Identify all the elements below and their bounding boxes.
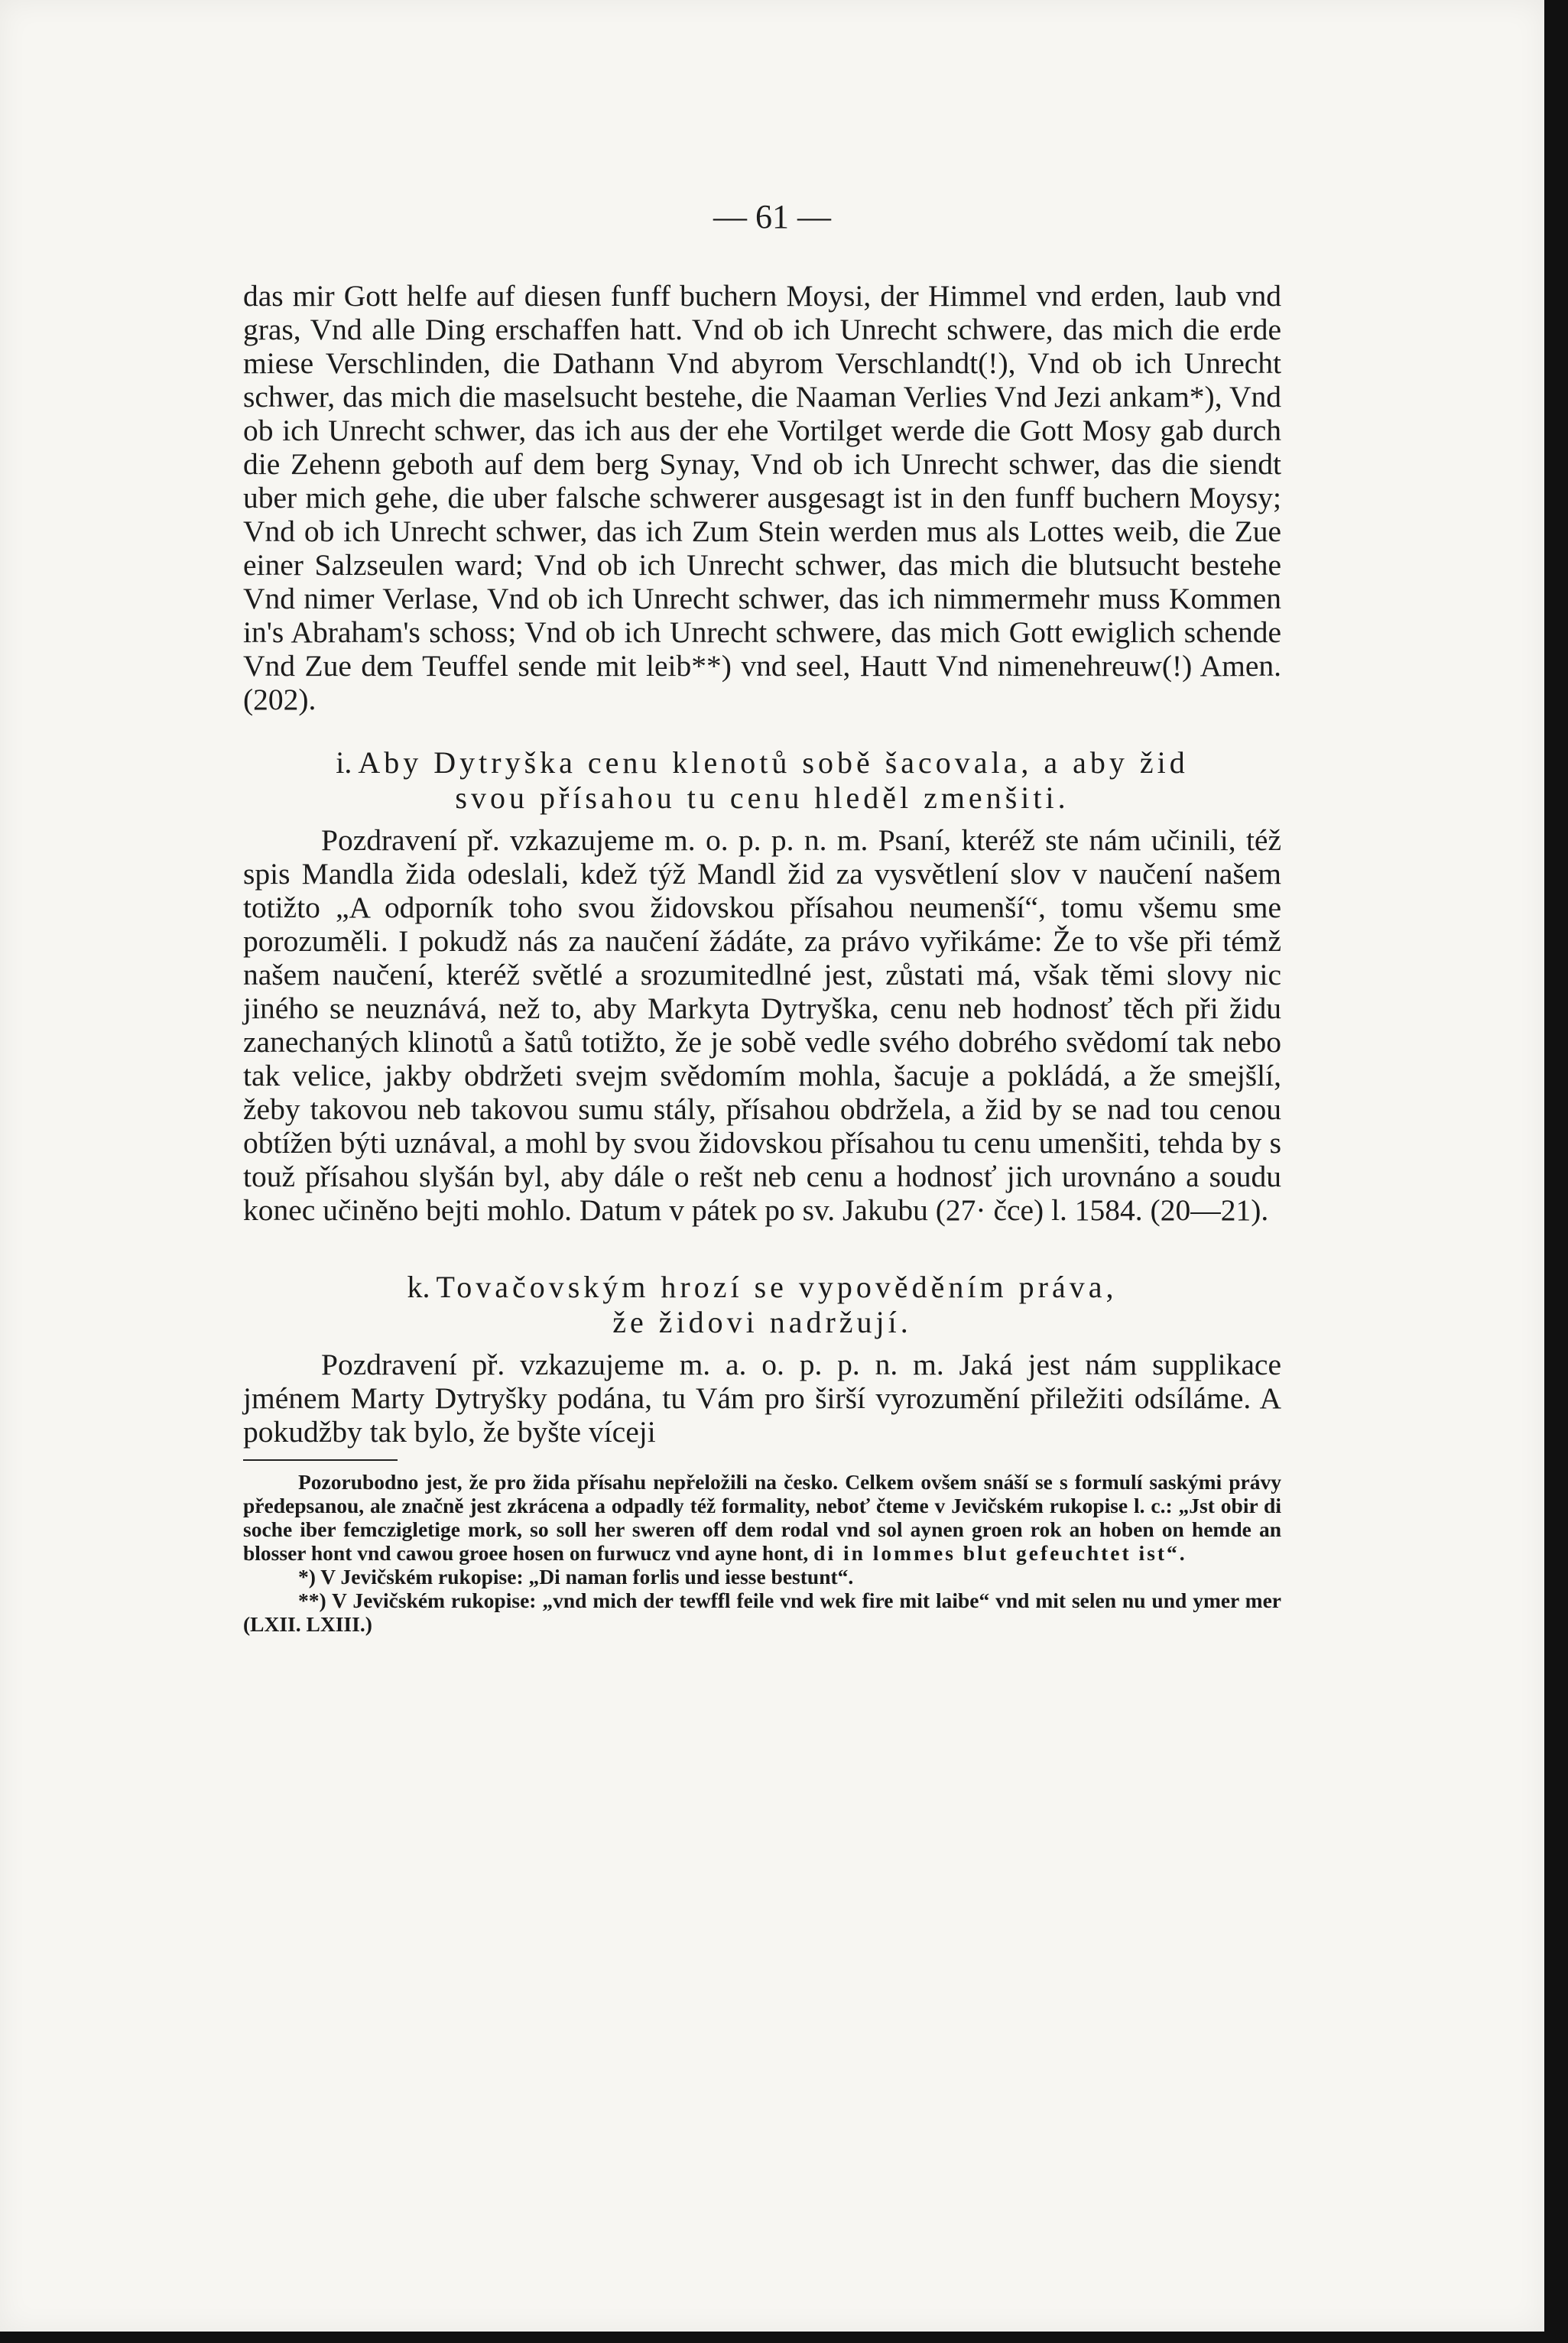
section-k-title-line2: že židovi nadržují. (612, 1305, 912, 1339)
section-i-heading (243, 745, 1281, 816)
footnote-main (243, 1470, 1281, 1565)
footnote-rule (243, 1459, 398, 1461)
section-i-title-line1 (243, 745, 1281, 780)
page-number: — 61 — (713, 198, 831, 235)
footnote-main-spaced: di in lommes blut gefeuchtet ist“. (813, 1541, 1187, 1565)
section-k-title-line1 (243, 1270, 1281, 1305)
footnotes (243, 1470, 1281, 1636)
spacer (243, 1227, 1281, 1270)
spacer (243, 1340, 1281, 1348)
section-k-title-text: Tovačovským hrozí se vypověděním práva, (436, 1270, 1118, 1304)
section-k-body: Pozdravení př. vzkazujeme m. a. o. p. p. n. m. Jaká jest nám supplikace jménem Marty Dytryšky podána, tu Vám pro širší vyrozumění přiležiti odsíláme. A pokudžby tak bylo, že byšte víceji (243, 1348, 1281, 1449)
oath-paragraph: das mir Gott helfe auf diesen funff buchern Moysi, der Himmel vnd erden, laub vnd gras, Vnd alle Ding erschaffen hatt. Vnd ob ich Unrecht schwere, das mich die erde miese Verschlinden, die Dathann Vnd abyrom Verschlandt(!), Vnd ob ich Unrecht schwer, das mich die maselsucht bestehe, die Naaman Verlies Vnd Jezi ankam*), Vnd ob ich Unrecht schwer, das ich aus der ehe Vortilget werde die Gott Mosy gab durch die Zehenn geboth auf dem berg Synay, Vnd ob ich Unrecht schwer, das die siendt uber mich gehe, die uber falsche schwerer ausgesagt ist in den funff buchern Moysy; Vnd ob ich Unrecht schwer, das ich Zum Stein werden mus als Lottes weib, die Zue einer Salzseulen ward; Vnd ob ich Unrecht schwer, das mich die blutsucht bestehe Vnd nimer Verlase, Vnd ob ich Unrecht schwer, das ich nimmermehr muss Kommen in's Abraham's schoss; Vnd ob ich Unrecht schwere, das mich Gott ewiglich schende Vnd Zue dem Teuffel sende mit leib**) vnd seel, Hautt Vnd nimenehreuw(!) Amen. (202). (243, 279, 1281, 716)
section-i-body: Pozdravení př. vzkazujeme m. o. p. p. n. m. Psaní, kteréž ste nám učinili, též spis Mandla žida odeslali, kdež týž Mandl žid za vysvětlení slov v naučení našem totižto „A odporník toho svou židovskou přísahou neumenší“, tomu všemu sme porozuměli. I pokudž nás za naučení žádáte, za právo vyřikáme: Že to vše při témž našem naučení, kteréž světlé a srozumitedlné jest, zůstati má, však těmi slovy nic jiného se neuznává, než to, aby Markyta Dytryška, cenu neb hodnosť těch při židu zanechaných klinotů a šatů totižto, že je sobě vedle svého dobrého svědomí tak nebo tak velice, jakby obdržeti svejm svědomím mohla, šacuje a pokládá, a že smejšlí, žeby takovou neb takovou sumu stály, přísahou obdržela, a žid by se nad tou cenou obtížen býti uznával, a mohl by svou židovskou přísahou tu cenu umenšiti, tehda by s touž přísahou slyšán byl, aby dále o rešt neb cenu a hodnosť jich urovnáno a soudu konec učiněno bejti mohlo. Datum v pátek po sv. Jakubu (27· čce) l. 1584. (20—21). (243, 823, 1281, 1227)
section-k-heading (243, 1270, 1281, 1340)
scan-edge-bottom (0, 2332, 1568, 2343)
footnote-main-text: Pozorubodno jest, že pro žida přísahu nepřeložili na česko. Celkem ovšem snáší se s formulí saskými právy předepsanou, ale značně jest zkrácena a odpadly též formality, neboť čteme v Jevičském rukopise l. c.: „Jst obir di soche iber femczigletige mork, so soll her sweren off dem rodal vnd sol aynen groen rok an hoben on hemde an blosser hont vnd cawou groee hosen on furwucz vnd ayne hont, (243, 1470, 1281, 1565)
spacer (243, 716, 1281, 745)
section-i-title-text: Aby Dytryška cenu klenotů sobě šacovala, a aby žid (358, 745, 1189, 780)
scan-edge-right (1544, 0, 1568, 2343)
spacer (243, 816, 1281, 823)
footnote-star: *) V Jevičském rukopise: „Di naman forlis und iesse bestunt“. (298, 1565, 854, 1589)
page-content (243, 279, 1281, 1636)
section-i-letter: i. (336, 745, 352, 780)
footnote-double-star: **) V Jevičském rukopise: „vnd mich der tewffl feile vnd wek fire mit laibe“ vnd mit selen nu und ymer mer (LXII. LXIII.) (243, 1589, 1281, 1636)
section-k-letter: k. (407, 1270, 430, 1304)
section-i-title-line2: svou přísahou tu cenu hleděl zmenšiti. (455, 780, 1070, 815)
